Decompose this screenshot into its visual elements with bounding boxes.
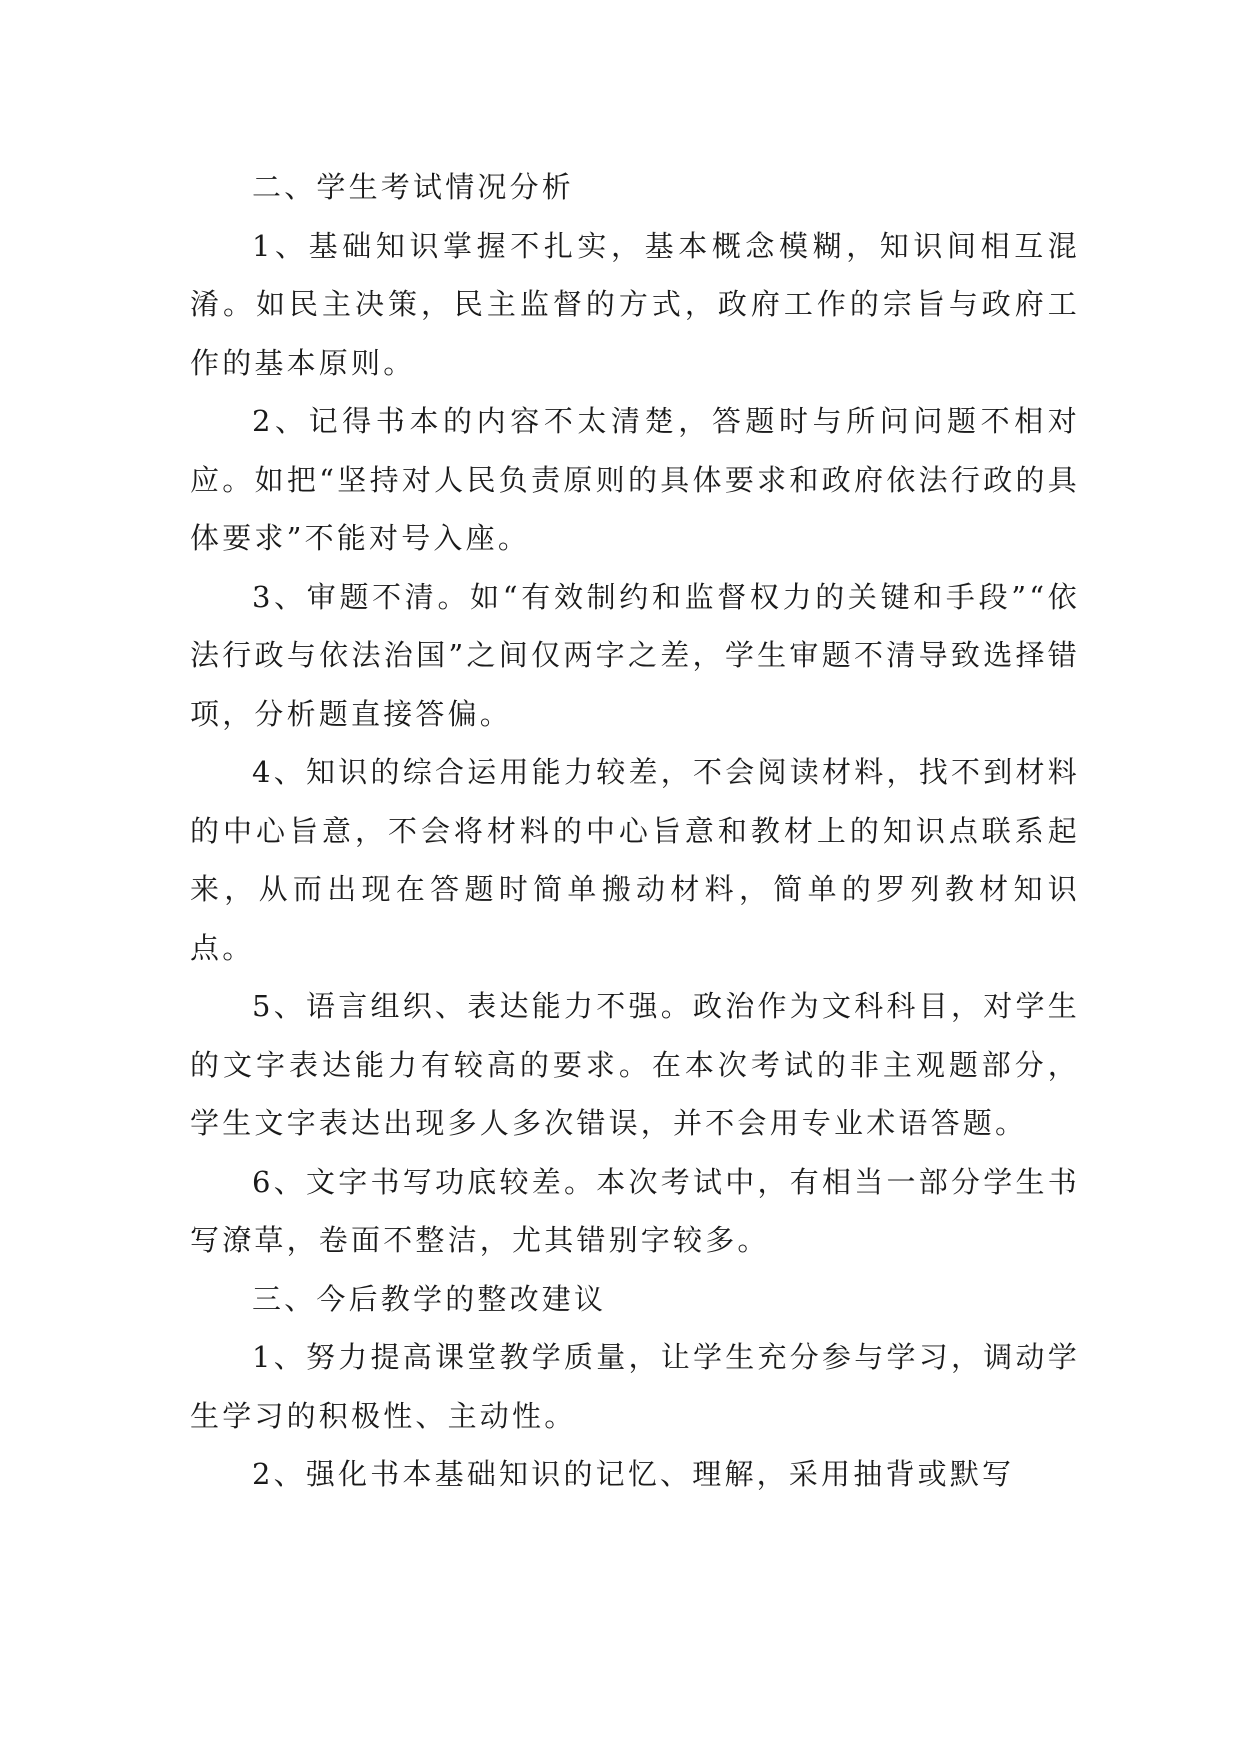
section-heading-student-analysis: 二、学生考试情况分析 <box>252 170 575 204</box>
section-heading-teaching-suggestions: 三、今后教学的整改建议 <box>252 1281 607 1316</box>
paragraph-point-4: 4、知识的综合运用能力较差，不会阅读材料，找不到材料的中心旨意，不会将材料的中心旨意和教材上的知识点联系起来，从而出现在答题时简单搬动材料，简单的罗列教材知识点。 <box>190 755 1080 965</box>
paragraph-point-2: 2、记得书本的内容不太清楚，答题时与所问问题不相对应。如把“坚持对人民负责原则的具体要求和政府依法行政的具体要求”不能对号入座。 <box>190 404 1080 555</box>
paragraph-point-6: 6、文字书写功底较差。本次考试中，有相当一部分学生书写潦草，卷面不整洁，尤其错别字较多。 <box>190 1164 1080 1257</box>
document-body <box>190 158 1080 1504</box>
paragraph-suggestion-2: 2、强化书本基础知识的记忆、理解，采用抽背或默写 <box>252 1457 1015 1491</box>
paragraph-point-3: 3、审题不清。如“有效制约和监督权力的关键和手段”“依法行政与依法治国”之间仅两字之差，学生审题不清导致选择错项，分析题直接答偏。 <box>190 579 1080 731</box>
paragraph-point-1: 1、基础知识掌握不扎实，基本概念模糊，知识间相互混淆。如民主决策，民主监督的方式，政府工作的宗旨与政府工作的基本原则。 <box>190 228 1080 380</box>
paragraph-point-5: 5、语言组织、表达能力不强。政治作为文科科目，对学生的文字表达能力有较高的要求。在本次考试的非主观题部分，学生文字表达出现多人多次错误，并不会用专业术语答题。 <box>190 989 1080 1140</box>
paragraph-suggestion-1: 1、努力提高课堂教学质量，让学生充分参与学习，调动学生学习的积极性、主动性。 <box>190 1340 1080 1433</box>
